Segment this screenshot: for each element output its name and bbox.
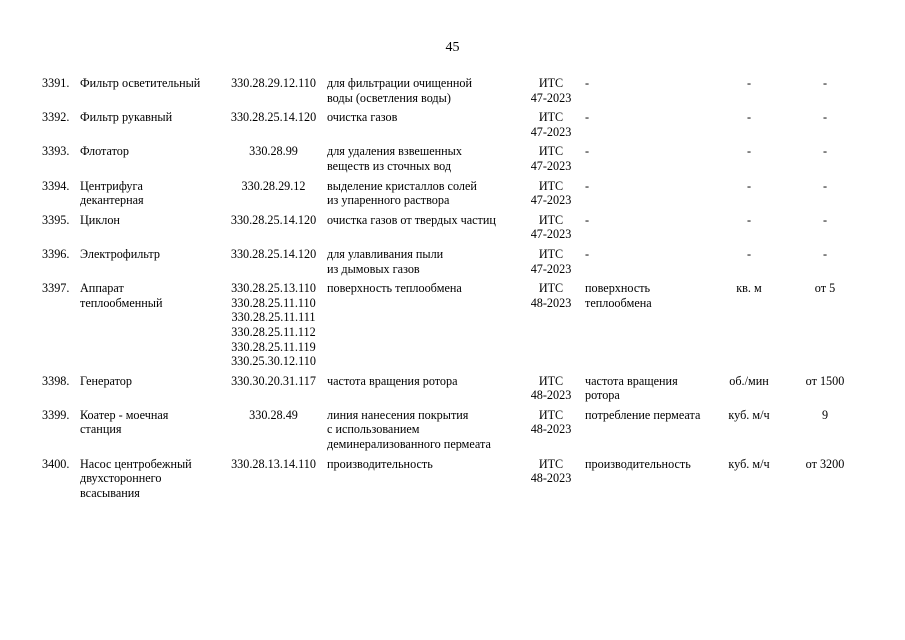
parameter-name: производительность [585,456,691,471]
parameter-name: - [585,178,590,193]
unit-of-measure: - [746,110,752,125]
parameter-name: - [585,212,590,227]
equipment-name: Насос центробежный двухстороннего всасывания [80,456,192,500]
okpd-code: 330.28.25.14.120 [230,246,317,261]
parameter-name: поверхность теплообмена [585,281,652,310]
parameter-value: 9 [821,407,829,422]
equipment-name: Флотатор [80,144,129,159]
its-reference: ИТС 47-2023 [530,144,572,173]
okpd-code: 330.28.13.14.110 [231,456,316,471]
purpose-description: для удаления взвешенных веществ из сточных вод [327,144,462,173]
parameter-name: - [585,246,590,261]
table-body [42,76,865,505]
unit-of-measure: - [746,76,752,90]
row-number: 3397. [42,281,70,296]
equipment-name: Фильтр осветительный [80,76,201,90]
row-number: 3396. [42,246,70,261]
table-row [42,110,865,144]
equipment-name: Центрифуга декантерная [80,178,144,208]
its-reference: ИТС 48-2023 [530,281,572,310]
parameter-name: - [585,144,590,159]
equipment-name: Циклон [80,212,120,227]
its-reference: ИТС 48-2023 [530,407,572,437]
purpose-description: для улавливания пыли из дымовых газов [327,246,444,276]
unit-of-measure: кв. м [736,281,762,296]
unit-of-measure: - [746,212,752,227]
its-reference: ИТС 47-2023 [530,246,572,276]
purpose-description: очистка газов от твердых частиц [327,212,496,227]
parameter-value: от 5 [814,281,836,296]
purpose-description: производительность [327,456,433,471]
unit-of-measure: - [746,144,752,159]
table-row [42,457,865,506]
parameter-name: потребление пермеата [585,407,701,422]
unit-of-measure: куб. м/ч [728,456,770,471]
parameter-value: от 1500 [805,373,845,388]
okpd-code: 330.28.25.14.120 [230,110,317,125]
okpd-code: 330.28.49 [249,407,298,422]
its-reference: ИТС 48-2023 [530,373,572,403]
its-reference: ИТС 47-2023 [530,178,572,208]
row-number: 3394. [42,178,70,193]
table-row [42,179,865,213]
purpose-description: выделение кристаллов солей из упаренного раствора [327,178,477,208]
okpd-code: 330.28.29.12 [241,178,306,193]
parameter-name: - [585,110,590,125]
row-number: 3400. [42,456,70,471]
row-number: 3395. [42,212,70,227]
row-number: 3392. [42,110,70,125]
purpose-description: линия нанесения покрытия с использованием деминерализованного пермеата [327,407,491,452]
page-number: 45 [445,40,460,55]
its-reference: ИТС 47-2023 [530,76,572,105]
equipment-name: Фильтр рукавный [80,110,173,125]
unit-of-measure: - [746,178,752,193]
parameter-value: от 3200 [805,456,845,471]
purpose-description: поверхность теплообмена [327,281,462,296]
its-reference: ИТС 48-2023 [530,456,572,486]
table-row [42,144,865,178]
equipment-name: Коатер - моечная станция [80,407,169,437]
row-number: 3398. [42,373,70,388]
its-reference: ИТС 47-2023 [530,110,572,139]
row-number: 3391. [42,76,70,90]
parameter-name: частота вращения ротора [585,373,678,403]
its-reference: ИТС 47-2023 [530,212,572,242]
unit-of-measure: об./мин [729,373,769,388]
parameter-value: - [822,110,828,125]
table-row [42,213,865,247]
purpose-description: для фильтрации очищенной воды (осветления воды) [327,76,473,105]
okpd-code: 330.30.20.31.117 [231,373,316,388]
table-row [42,76,865,110]
parameter-name: - [585,76,590,90]
table-row [42,247,865,281]
okpd-code: 330.28.29.12.110 [231,76,316,90]
row-number: 3393. [42,144,70,159]
parameter-value: - [822,144,828,159]
purpose-description: частота вращения ротора [327,373,458,388]
row-number: 3399. [42,407,70,422]
parameter-value: - [822,178,828,193]
purpose-description: очистка газов [327,110,398,125]
okpd-code: 330.28.25.13.110 330.28.25.11.110 330.28.25.11.111 330.28.25.11.112 330.28.25.11.119 330.25.30.12.110 [231,281,316,369]
equipment-name: Электрофильтр [80,246,160,261]
parameter-value: - [822,212,828,227]
parameter-value: - [822,246,828,261]
okpd-code: 330.28.99 [249,144,298,159]
equipment-table [42,76,865,505]
table-row [42,374,865,408]
equipment-name: Аппарат теплообменный [80,281,163,310]
unit-of-measure: - [746,246,752,261]
okpd-code: 330.28.25.14.120 [230,212,317,227]
table-row [42,408,865,457]
parameter-value: - [822,76,828,90]
table-row [42,281,865,374]
equipment-name: Генератор [80,373,132,388]
unit-of-measure: куб. м/ч [728,407,770,422]
